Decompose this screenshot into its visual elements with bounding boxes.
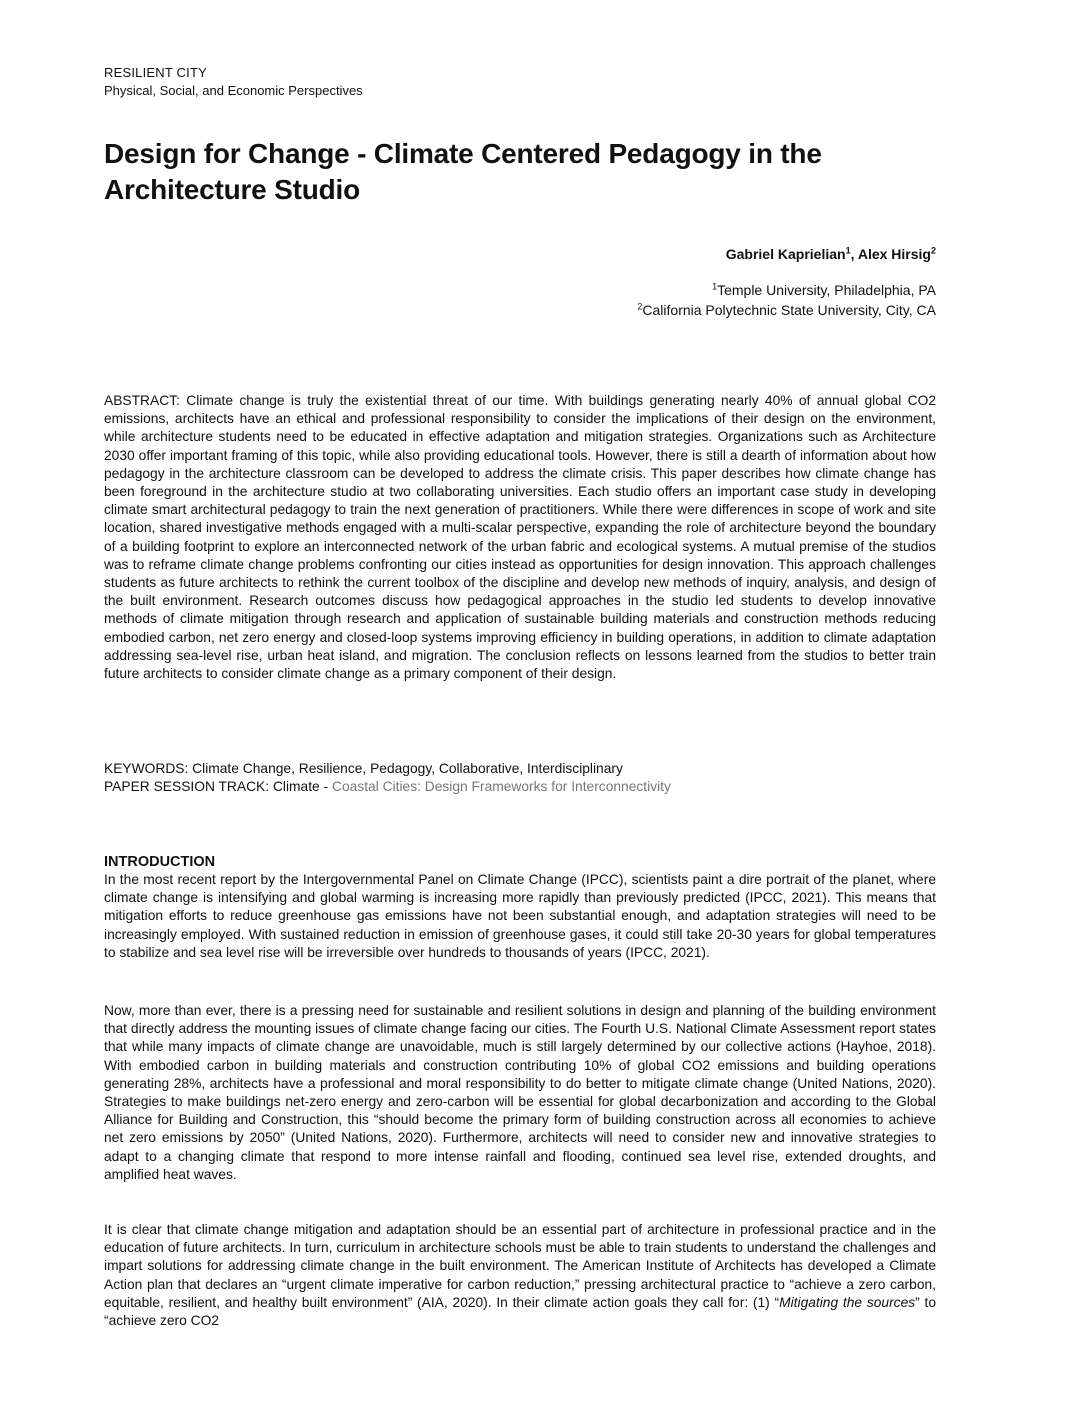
abstract-text: Climate change is truly the existential threat of our time. With buildings generating nearly 40% of annual global CO2 emissions, architects have an ethical and professional responsibility to consider the implications of their design on the environment, while architecture students need to be educated in effective adaptation and mitigation strategies. Organizations such as Architecture 2030 offer important framing of this topic, while also providing educational tools. However, there is still a dearth of information about how pedagogy in the architecture classroom can be developed to address the climate crisis. This paper describes how climate change has been foreground in the architecture studio at two collaborating universities. Each studio offers an important case study in developing climate smart architectural pedagogy to train the next generation of practitioners. While there were differences in scope of work and site location, shared investigative methods engaged with a multi-scalar perspective, expanding the role of architecture beyond the boundary of a building footprint to explore an interconnected network of the urban fabric and ecological systems. A mutual premise of the studios was to reframe climate change problems confronting our cities instead as opportunities for design innovation. This approach challenges students as future architects to rethink the current toolbox of the discipline and develop new methods of inquiry, analysis, and design of the built environment. Research outcomes discuss how pedagogical approaches in the studio led students to develop innovative methods of climate mitigation through research and application of sustainable building materials and construction methods reducing embodied carbon, net zero energy and closed-loop systems improving efficiency in building operations, in addition to climate adaptation addressing sea-level rise, urban heat island, and migration. The conclusion reflects on lessons learned from the studios to better train future architects to consider climate change as a primary component of their design. [104,393,936,682]
keywords-label: KEYWORDS: [104,761,189,776]
affiliation-line [637,301,936,321]
author-affil-marker: 2 [930,245,936,256]
header-subtitle: Physical, Social, and Economic Perspectives [104,83,363,98]
affiliation-line [637,281,936,301]
paragraph-text: ” to “achieve zero CO2 [104,1294,937,1329]
affiliations [637,281,936,320]
author-name: Alex Hirsig [857,246,931,262]
header-series: RESILIENT CITY [104,65,207,80]
track-subtext: Coastal Cities: Design Frameworks for Interconnectivity [331,779,671,795]
author-separator: , [850,246,858,262]
paragraph-text: It is clear that climate change mitigation and adaptation should be an essential part of architecture in professional practice and in the education of future architects. In turn, curriculum in architecture schools must be able to train students to understand the challenges and impart solutions for addressing climate change in the built environment. The American Institute of Architects has developed a Climate Action plan that declares an “urgent climate imperative for carbon reduction,” pressing architectural practice to “achieve a zero carbon, equitable, resilient, and healthy built environment” (AIA, 2020). In their climate action goals they call for: (1) “ [104,1222,936,1310]
intro-paragraph: In the most recent report by the Intergovernmental Panel on Climate Change (IPCC), scientists paint a dire portrait of the planet, where climate change is intensifying and global warming is increasing more rapidly than previously predicted (IPCC, 2021). This means that mitigation efforts to reduce greenhouse gas emissions have not been substantial enough, and adaptation strategies will need to be increasingly employed. With sustained reduction in emission of greenhouse gases, it could still take 20-30 years for global temperatures to stabilize and sea level rise will be irreversible over hundreds to thousands of years (IPCC, 2021). [104,872,936,960]
abstract [104,392,936,683]
affiliation-text: California Polytechnic State University, City, CA [642,301,936,318]
track-line [104,778,936,796]
track-label: PAPER SESSION TRACK: [104,779,270,795]
affiliation-marker: 2 [637,300,643,311]
intro-paragraph: Now, more than ever, there is a pressing need for sustainable and resilient solutions in design and planning of the building environment that directly address the mounting issues of climate change facing our cities. The Fourth U.S. National Climate Assessment report states that while many impacts of climate change are unavoidable, much is still largely determined by our collective actions (Hayhoe, 2018). With embodied carbon in building materials and construction contributing 10% of global CO2 emissions and building operations generating 28%, architects have a professional and moral responsibility to do better to mitigate climate change (United Nations, 2020). Strategies to make buildings net-zero energy and zero-carbon will be essential for global decarbonization and according to the Global Alliance for Building and Construction, this “should become the primary form of building construction across all economies to achieve net zero emissions by 2050” (United Nations, 2020). Furthermore, architects will need to consider new and innovative strategies to adapt to a changing climate that respond to more intense rainfall and flooding, continued sea level rise, extended droughts, and amplified heat waves. [104,1003,936,1182]
author-name: Gabriel Kaprielian [725,246,846,262]
running-header [104,64,363,100]
emphasis-text: Mitigating the sources [779,1294,916,1310]
abstract-label: ABSTRACT: [104,393,180,408]
paper-title: Design for Change - Climate Centered Pedagogy in the Architecture Studio [104,138,822,205]
section-heading-introduction: INTRODUCTION [104,854,216,870]
track-text: Climate - [269,779,332,795]
intro-paragraph [104,1221,936,1330]
affiliation-text: Temple University, Philadelphia, PA [717,282,936,298]
affiliation-marker: 1 [712,281,718,292]
author-list [726,244,936,264]
keywords-line [104,760,936,778]
keywords-block [104,760,936,796]
author-affil-marker: 1 [845,245,851,256]
keywords-text: Climate Change, Resilience, Pedagogy, Collaborative, Interdisciplinary [188,761,623,776]
